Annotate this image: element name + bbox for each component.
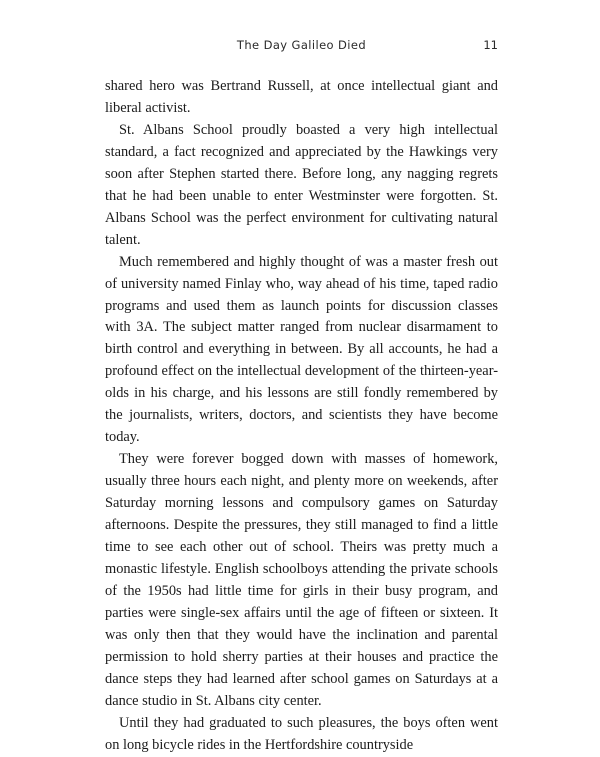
paragraph: Much remembered and highly thought of was a master fresh out of university named Finlay who, way ahead of his time, taped radio programs and used them as launch points for discussion classes with 3A. The subject matter ranged from nuclear disarmament to birth control and everything in between. By all accounts, he had a profound effect on the intellectual development of the thirteen-year-olds in his charge, and his lessons are still fondly remembered by the journalists, writers, doctors, and scientists they have become today. <box>105 253 498 446</box>
body-text <box>105 76 498 757</box>
paragraph: They were forever bogged down with masses of homework, usually three hours each night, and plenty more on weekends, after Saturday morning lessons and compulsory games on Saturday afternoons. Despite the pressures, they still managed to find a little time to see each other out of school. Theirs was pretty much a monastic lifestyle. English schoolboys attending the private schools of the 1950s had little time for girls in their busy program, and parties were single-sex affairs until the age of fifteen or sixteen. It was only then that they would have the inclination and parental permission to hold sherry parties at their houses and practice the dance steps they had learned after school games on Saturdays at a dance studio in St. Albans city center. <box>105 451 498 709</box>
running-title: The Day Galileo Died <box>236 38 367 52</box>
paragraph-continuation: shared hero was Bertrand Russell, at once intellectual giant and liberal activist. <box>105 78 498 116</box>
paragraph: St. Albans School proudly boasted a very high intellectual standard, a fact recognized and appreciated by the Hawkings very soon after Stephen started there. Before long, any nagging regrets that he had been unable to enter Westminster were forgotten. St. Albans School was the perfect environment for cultivating natural talent. <box>105 121 498 248</box>
page-number: 11 <box>483 38 498 52</box>
paragraph: Until they had graduated to such pleasures, the boys often went on long bicycle rides in the Hertfordshire countryside <box>105 714 498 753</box>
page-header <box>105 38 498 58</box>
